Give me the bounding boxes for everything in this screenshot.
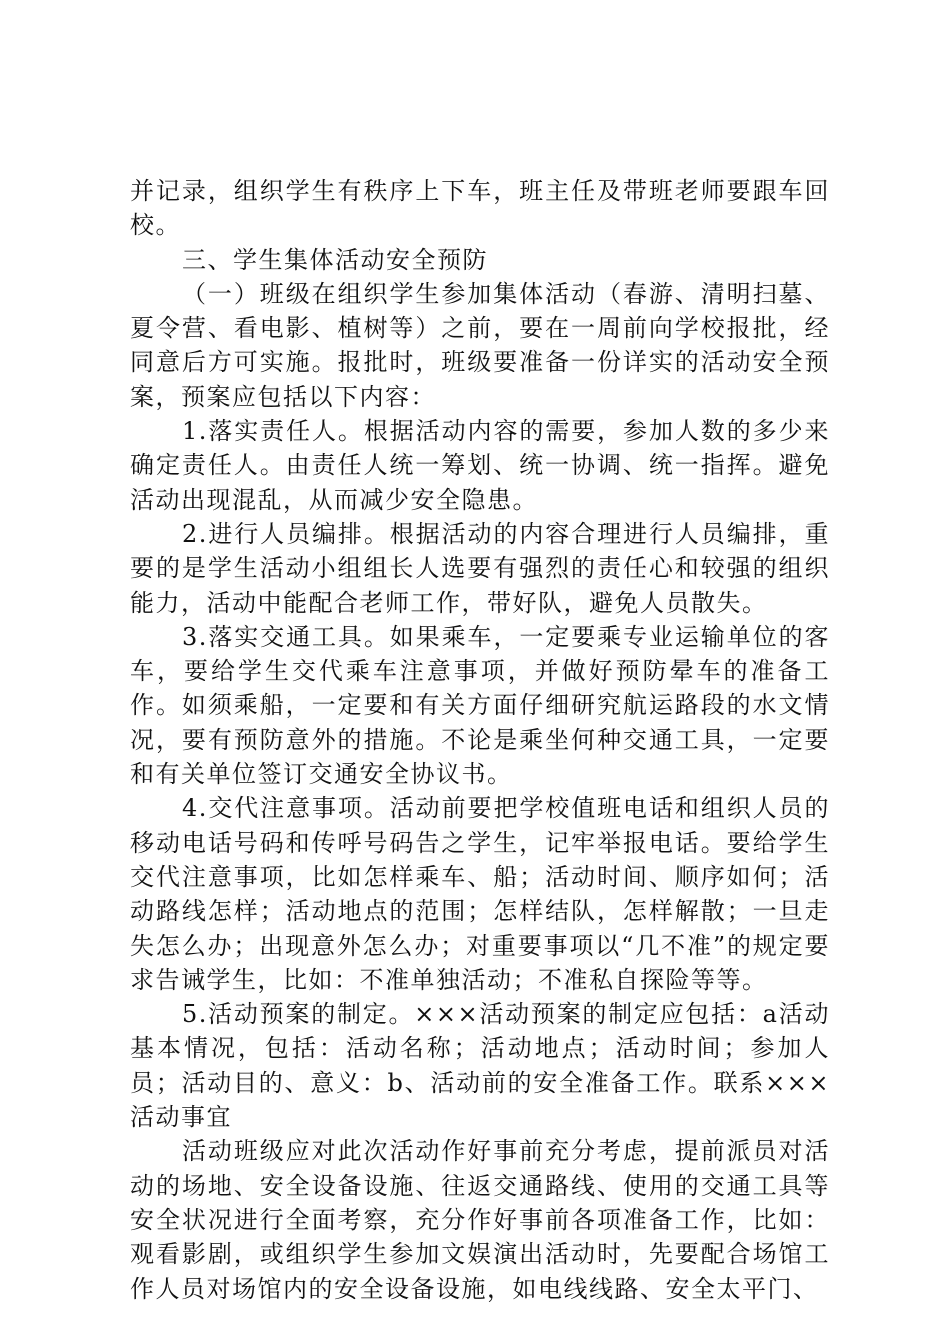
paragraph-item-2: 2.进行人员编排。根据活动的内容合理进行人员编排，重要的是学生活动小组组长人选要有强烈的责任心和较强的组织能力，活动中能配合老师工作，带好队，避免人员散失。 xyxy=(130,519,830,617)
paragraph-item-3: 3.落实交通工具。如果乘车，一定要乘专业运输单位的客车，要给学生交代乘车注意事项，并做好预防晕车的准备工作。如须乘船，一定要和有关方面仔细研究航运路段的水文情况，要有预防意外的措施。不论是乘坐何种交通工具，一定要和有关单位签订交通安全协议书。 xyxy=(130,622,830,789)
paragraph-continuation: 并记录，组织学生有秩序上下车，班主任及带班老师要跟车回校。 xyxy=(130,177,830,240)
document-body xyxy=(130,174,830,1306)
paragraph-intro: （一）班级在组织学生参加集体活动（春游、清明扫墓、夏令营、看电影、植树等）之前，要在一周前向学校报批，经同意后方可实施。报批时，班级要准备一份详实的活动安全预案，预案应包括以下内容： xyxy=(130,279,830,411)
paragraph-item-4: 4.交代注意事项。活动前要把学校值班电话和组织人员的移动电话号码和传呼号码告之学生，记牢举报电话。要给学生交代注意事项，比如怎样乘车、船；活动时间、顺序如何；活动路线怎样；活动地点的范围；怎样结队，怎样解散；一旦走失怎么办；出现意外怎么办；对重要事项以“几不准”的规定要求告诫学生，比如：不准单独活动；不准私自探险等等。 xyxy=(130,794,830,994)
paragraph-item-1: 1.落实责任人。根据活动内容的需要，参加人数的多少来确定责任人。由责任人统一筹划、统一协调、统一指挥。避免活动出现混乱，从而减少安全隐患。 xyxy=(130,417,830,514)
section-heading: 三、学生集体活动安全预防 xyxy=(182,245,488,274)
paragraph-item-5: 5.活动预案的制定。×××活动预案的制定应包括：a活动基本情况，包括：活动名称；活动地点；活动时间；参加人员；活动目的、意义：b、活动前的安全准备工作。联系×××活动事宜 xyxy=(130,1000,830,1132)
paragraph-activity: 活动班级应对此次活动作好事前充分考虑，提前派员对活动的场地、安全设备设施、往返交通路线、使用的交通工具等安全状况进行全面考察，充分作好事前各项准备工作，比如：观看影剧，或组织学生参加文娱演出活动时，先要配合场馆工作人员对场馆内的安全设备设施，如电线线路、安全太平门、 xyxy=(130,1137,830,1303)
